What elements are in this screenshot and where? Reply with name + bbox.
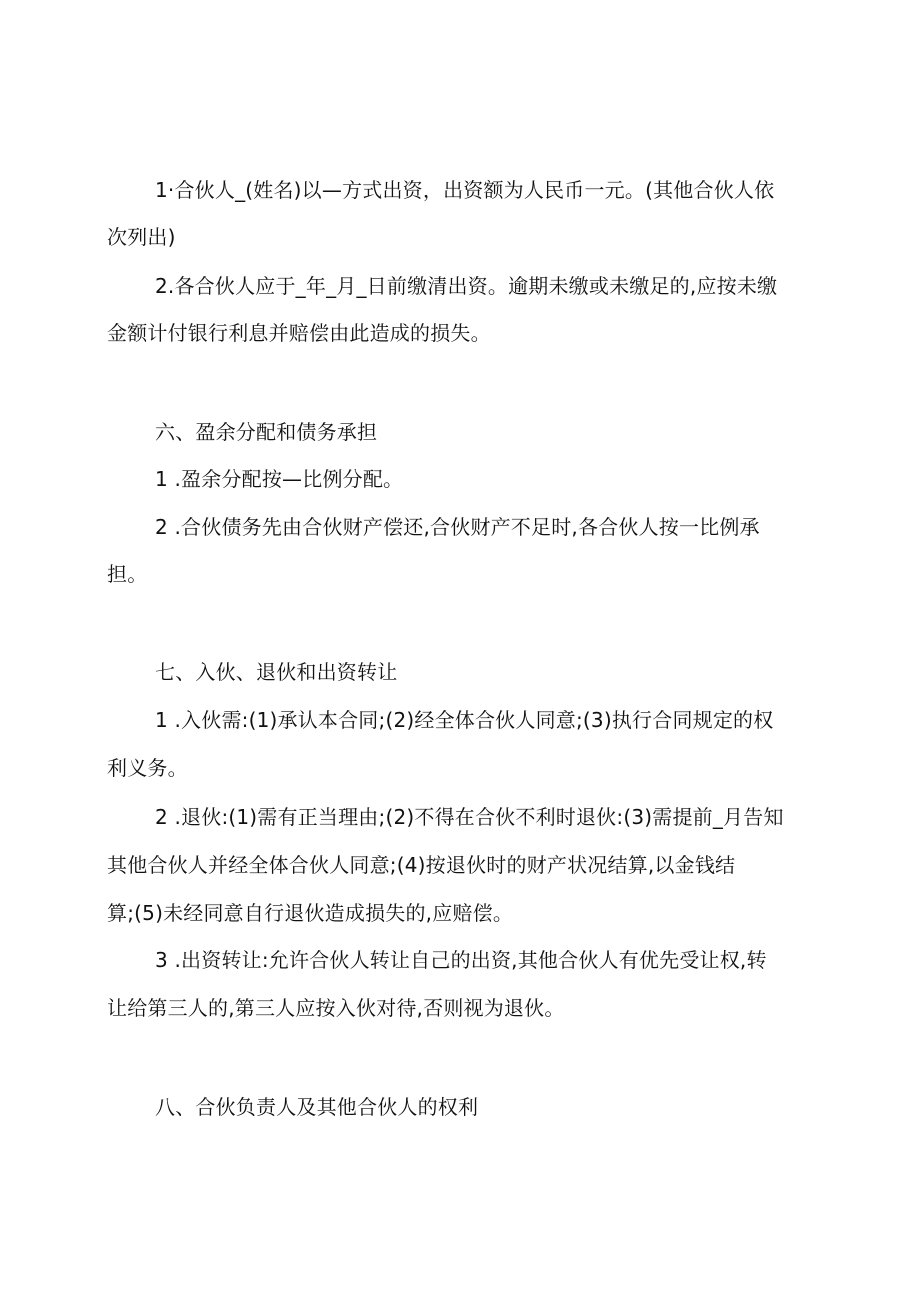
s6-item1: 1 .盈余分配按—比例分配。 [155, 467, 404, 491]
section-6-heading: 六、盈余分配和债务承担 [155, 420, 378, 444]
s6-item2-line2: 担。 [107, 562, 148, 586]
s5-item1-line2: 次列出) [107, 225, 176, 249]
s5-item2-line2: 金额计付银行利息并赔偿由此造成的损失。 [107, 321, 491, 345]
s5-item1-line1: 1·合伙人_(姓名)以—方式出资，出资额为人民币一元。(其他合伙人依 [155, 178, 775, 202]
section-7-heading: 七、入伙、退伙和出资转让 [155, 660, 398, 684]
s7-item2-line1: 2 .退伙:(1)需有正当理由;(2)不得在合伙不利时退伙:(3)需提前_月告知 [155, 805, 784, 829]
s7-item1-line1: 1 .入伙需:(1)承认本合同;(2)经全体合伙人同意;(3)执行合同规定的权 [155, 708, 774, 732]
section-8-heading: 八、合伙负责人及其他合伙人的权利 [155, 1095, 479, 1119]
s7-item1-line2: 利义务。 [107, 756, 188, 780]
s5-item2-line1: 2.各合伙人应于_年_月_日前缴清出资。逾期未缴或未缴足的,应按未缴 [155, 274, 778, 298]
s7-item2-line2: 其他合伙人并经全体合伙人同意;(4)按退伙时的财产状况结算,以金钱结 [107, 853, 736, 877]
s7-item3-line2: 让给第三人的,第三人应按入伙对待,否则视为退伙。 [107, 996, 565, 1020]
s7-item3-line1: 3 .出资转让:允许合伙人转让自己的出资,其他合伙人有优先受让权,转 [155, 948, 767, 972]
s7-item2-line3: 算;(5)未经同意自行退伙造成损失的,应赔偿。 [107, 901, 514, 925]
s6-item2-line1: 2 .合伙债务先由合伙财产偿还,合伙财产不足时,各合伙人按一比例承 [155, 515, 760, 539]
